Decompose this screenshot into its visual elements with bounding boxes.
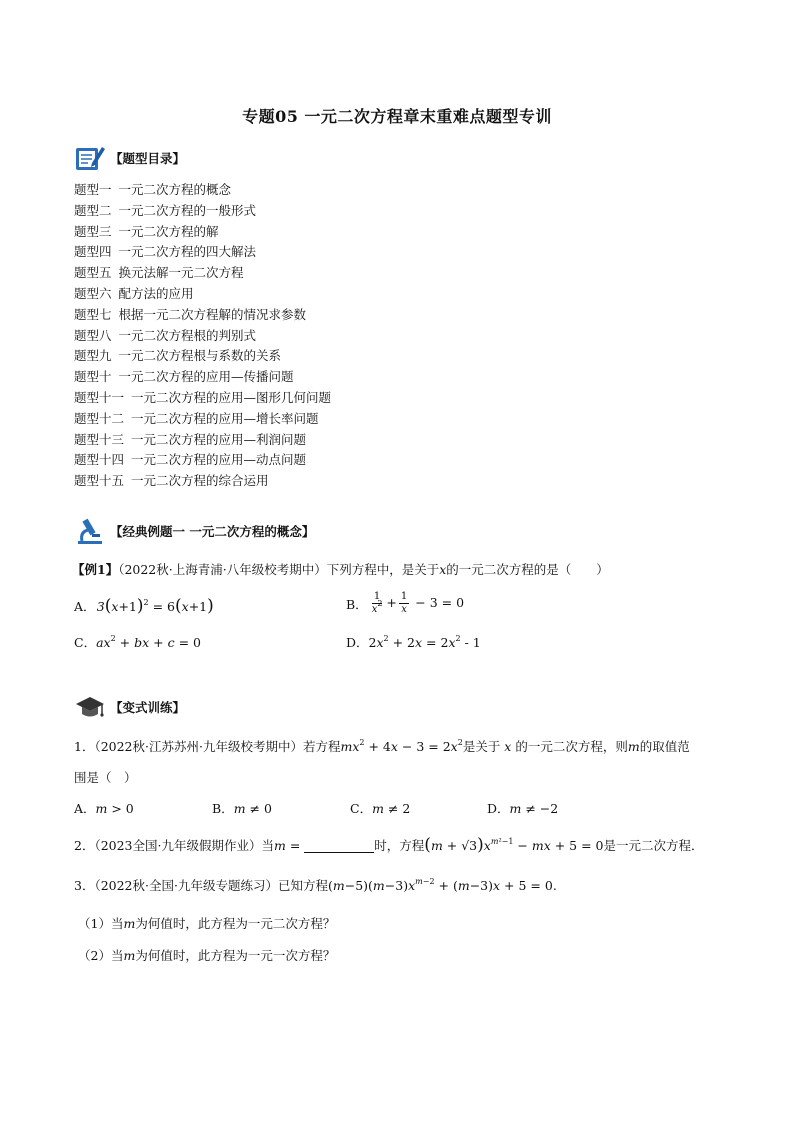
option-b[interactable] [346, 591, 464, 616]
toc-item-num: 题型三 [74, 223, 112, 239]
toc-item [74, 471, 331, 492]
toc-heading-text: 【题型目录】 [110, 151, 186, 166]
question-2-stem: 2．（2023全国·九年级假期作业）当 m = 时，方程 $(m + √3)x^{m^2-1}$ − mx + 5 = 0 是一元二次方程． [74, 835, 704, 855]
toc-list [74, 180, 331, 492]
option-c-formula: $ax^2$ + bx + c = 0 [96, 633, 201, 650]
q3-equation: $(m-5)(m-3)x^{m-2} + (m-3)x + 5 = 0$. [327, 877, 557, 893]
toc-item-text: 一元二次方程的应用—图形几何问题 [131, 389, 332, 405]
q1-option-b-formula: m ≠ 0 [233, 800, 272, 816]
toc-item [74, 263, 331, 284]
example-heading-text: 【经典例题一 一元二次方程的概念】 [110, 524, 315, 539]
question-3-part-1 [78, 914, 335, 932]
example-label: 【例1】 [72, 562, 119, 577]
q3-sub1-a: （1）当 [78, 916, 124, 931]
toc-item-text: 换元法解一元二次方程 [118, 265, 244, 281]
q2-tail: 是一元二次方程． [603, 838, 704, 853]
option-b-label: B． [346, 596, 368, 612]
toc-item-num: 题型七 [74, 306, 112, 322]
toc-item [74, 201, 331, 222]
q1-option-c-label: C． [350, 801, 373, 816]
q2-answer-blank[interactable] [304, 838, 374, 853]
example-1-stem [72, 560, 609, 578]
toc-item-num: 题型十一 [74, 389, 125, 405]
q1-option-c[interactable] [350, 799, 410, 817]
example-stem-a: 下列方程中，是关于 [326, 562, 440, 577]
toc-item [74, 388, 331, 409]
toc-item-text: 一元二次方程的四大解法 [118, 244, 257, 260]
option-c-label: C． [74, 635, 97, 650]
toc-item [74, 305, 331, 326]
toc-item-num: 题型二 [74, 202, 112, 218]
q3-prefix: 3．（2022秋·全国·九年级专题练习）已知方程 [74, 878, 328, 893]
toc-item-num: 题型四 [74, 244, 112, 260]
toc-item-text: 一元二次方程根的判别式 [118, 327, 257, 343]
toc-item [74, 284, 331, 305]
toc-item-text: 一元二次方程的应用—动点问题 [131, 452, 307, 468]
toc-item-num: 题型十二 [74, 410, 125, 426]
toc-item [74, 430, 331, 451]
q3-sub1-b: 为何值时，此方程为一元二次方程？ [135, 916, 336, 931]
toc-item-num: 题型八 [74, 327, 112, 343]
graduation-cap-icon [74, 692, 106, 722]
toc-item-text: 一元二次方程的综合运用 [131, 473, 269, 489]
toc-item-num: 题型十五 [74, 473, 125, 489]
toc-item-num: 题型九 [74, 348, 112, 364]
toc-item-text: 一元二次方程的一般形式 [118, 202, 257, 218]
example-heading [74, 516, 314, 546]
q3-sub2-b: 为何值时，此方程为一元一次方程？ [135, 948, 336, 963]
toc-item-text: 一元二次方程的概念 [118, 182, 232, 197]
page-title: 专题05 一元二次方程章末重难点题型专训 [242, 107, 552, 126]
toc-item-text: 根据一元二次方程解的情况求参数 [118, 306, 307, 322]
toc-item-num: 题型五 [74, 265, 112, 281]
toc-item-text: 一元二次方程的应用—增长率问题 [131, 410, 319, 426]
option-a-formula: $3(x+1)^2 = 6(x+1)$ [95, 596, 214, 616]
toc-item-num: 题型一 [74, 182, 112, 197]
q1-tail: 的取值范 [639, 739, 690, 754]
toc-item-text: 一元二次方程的应用—利润问题 [131, 431, 307, 447]
question-3-part-2 [78, 946, 335, 964]
toc-item [74, 367, 331, 388]
training-heading-text: 【变式训练】 [110, 700, 186, 715]
q2-mid: 时，方程 [374, 838, 425, 853]
toc-item [74, 346, 331, 367]
option-c[interactable] [74, 633, 201, 651]
toc-item [74, 326, 331, 347]
q1-option-b[interactable] [212, 799, 272, 817]
toc-item-text: 配方法的应用 [118, 285, 194, 301]
question-1-stem [74, 737, 690, 755]
toc-item [74, 180, 331, 201]
q1-option-a-formula: m > 0 [95, 800, 134, 816]
var-m: m [627, 739, 640, 754]
option-b-formula: $\frac{1}{x^2}$ + $\frac{1}{x}$ − 3 = 0 [371, 591, 465, 615]
toc-item-text: 一元二次方程的应用—传播问题 [118, 369, 294, 385]
option-d-label: D． [346, 635, 369, 650]
option-d[interactable] [346, 633, 481, 651]
toc-item-text: 一元二次方程根与系数的关系 [118, 348, 282, 364]
var-x: x [439, 562, 447, 577]
microscope-icon [74, 516, 106, 546]
q1-option-c-formula: m ≠ 2 [372, 800, 411, 816]
question-1-line2: 围是（ ） [74, 770, 137, 785]
option-a-label: A． [74, 599, 96, 614]
q1-option-b-label: B． [212, 801, 234, 816]
q1-option-a[interactable] [74, 799, 134, 817]
notepad-pencil-icon [74, 143, 106, 173]
q1-mid: 是关于 [462, 739, 501, 754]
var-m: m [274, 837, 286, 853]
q1-mid2: 的一元二次方程，则 [515, 739, 628, 754]
var-m: m [123, 916, 136, 931]
var-x: x [500, 739, 516, 754]
q1-option-d-label: D． [487, 801, 510, 816]
example-stem-b: 的一元二次方程的是（ ） [446, 562, 609, 577]
example-source: （2022秋·上海青浦·八年级校考期中） [118, 562, 327, 577]
var-m: m [123, 948, 136, 963]
question-3-stem [74, 876, 557, 894]
toc-heading [74, 143, 185, 173]
q1-equation: $mx^2 + 4x - 3 = 2x^2$ [340, 738, 463, 754]
q2-equation: $(m + √3)x^{m^2-1}$ − mx + 5 = 0 [424, 835, 604, 855]
q1-option-d[interactable] [487, 799, 558, 817]
q3-sub2-a: （2）当 [78, 948, 124, 963]
toc-item-num: 题型十三 [74, 431, 125, 447]
q1-prefix: 1．（2022秋·江苏苏州·九年级校考期中）若方程 [74, 739, 341, 754]
toc-item-num: 题型六 [74, 285, 112, 301]
q1-option-a-label: A． [74, 801, 96, 816]
training-heading [74, 692, 185, 722]
toc-item [74, 409, 331, 430]
q2-prefix: 2．（2023全国·九年级假期作业）当 [74, 838, 274, 853]
toc-item [74, 450, 331, 471]
option-a[interactable] [74, 596, 214, 616]
toc-item-num: 题型十四 [74, 452, 125, 468]
toc-item [74, 242, 331, 263]
toc-item [74, 222, 331, 243]
q1-option-d-formula: m ≠ −2 [509, 800, 559, 816]
toc-item-num: 题型十 [74, 369, 112, 385]
option-d-formula: $2x^2 + 2x = 2x^2 - 1$ [368, 633, 481, 650]
toc-item-text: 一元二次方程的解 [118, 223, 219, 239]
